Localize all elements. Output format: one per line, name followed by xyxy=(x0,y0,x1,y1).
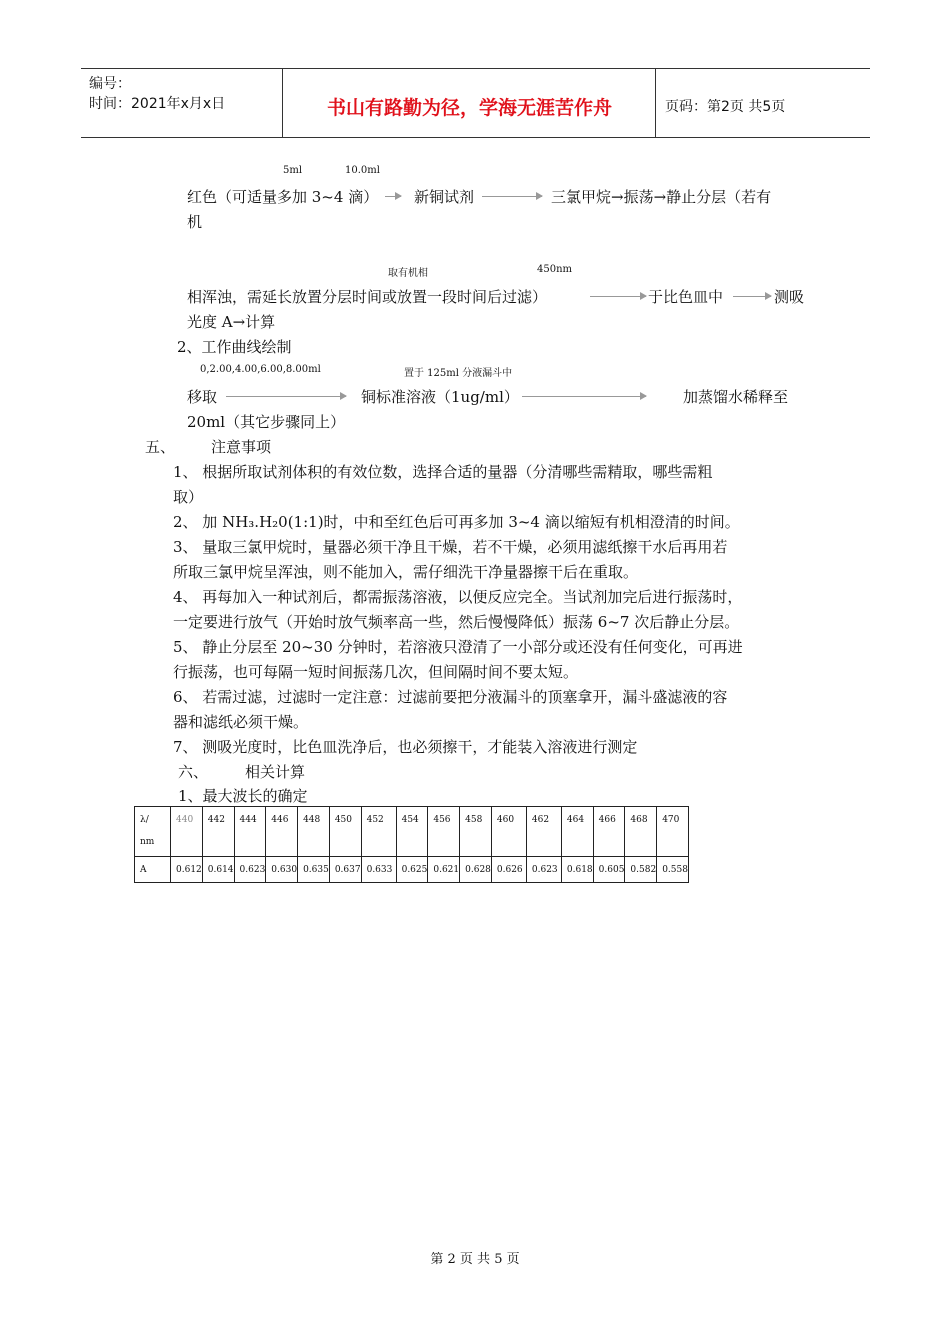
note-item-3-line2: 所取三氯甲烷呈浑浊，则不能加入，需仔细洗干净量器擦干后在重取。 xyxy=(173,563,639,581)
arrow-icon xyxy=(733,296,771,297)
flow2-annotation-2: 450nm xyxy=(537,264,573,275)
table-cell: 454 xyxy=(396,807,428,857)
note-item-4-line2: 一定要进行放气（开始时放气频率高一些，然后慢慢降低）振荡 6~7 次后静止分层。 xyxy=(173,613,740,631)
note-item-1-line2: 取） xyxy=(173,488,204,506)
absorbance-table xyxy=(134,806,689,883)
table-header-cell: A xyxy=(135,857,171,883)
section6-title: 相关计算 xyxy=(245,763,306,781)
flow2-step-c: 测吸 xyxy=(774,288,805,306)
section6-number: 六、 xyxy=(178,763,209,781)
document-number-label: 编号： xyxy=(89,76,131,92)
flow2-step-a: 相浑浊，需延长放置分层时间或放置一段时间后过滤） xyxy=(187,288,548,306)
flow3-annotation-2: 置于 125ml 分液漏斗中 xyxy=(404,368,513,379)
table-cell: 466 xyxy=(593,807,625,857)
table-cell: 0.623 xyxy=(526,857,561,883)
note-item-6-line2: 器和滤纸必须干燥。 xyxy=(173,713,309,731)
flow1-step-c: 三氯甲烷→振荡→静止分层（若有 xyxy=(551,188,772,206)
table-cell: 0.614 xyxy=(202,857,234,883)
section5-number: 五、 xyxy=(145,438,176,456)
table-cell: 0.628 xyxy=(460,857,492,883)
table-cell: 0.635 xyxy=(298,857,330,883)
table-cell: 0.612 xyxy=(171,857,203,883)
table-row-absorbance xyxy=(135,857,689,883)
flow1-annotation-1: 5ml xyxy=(283,165,303,176)
table-cell: 464 xyxy=(561,807,593,857)
section6-subheading: 1、最大波长的确定 xyxy=(178,787,308,805)
note-item-7-line1: 7、 测吸光度时，比色皿洗净后，也必须擦干，才能装入溶液进行测定 xyxy=(173,738,638,756)
arrow-icon xyxy=(385,196,401,197)
wavelength-label: λ/ xyxy=(140,815,149,825)
table-cell: 452 xyxy=(361,807,396,857)
table-cell: 448 xyxy=(298,807,330,857)
note-item-6-line1: 6、 若需过滤，过滤时一定注意：过滤前要把分液漏斗的顶塞拿开，漏斗盛滤液的容 xyxy=(173,688,728,706)
table-cell: 0.618 xyxy=(561,857,593,883)
table-cell: 450 xyxy=(329,807,361,857)
table-cell: 0.625 xyxy=(396,857,428,883)
note-item-4-line1: 4、 再每加入一种试剂后，都需振荡溶液，以便反应完全。当试剂加完后进行振荡时， xyxy=(173,588,743,606)
table-cell: 0.623 xyxy=(234,857,266,883)
flow3-step-d: 20ml（其它步骤同上） xyxy=(187,413,346,431)
flow1-step-b: 新铜试剂 xyxy=(414,188,475,206)
flow2-step-d: 光度 A→计算 xyxy=(187,313,276,331)
header-motto: 书山有路勤为径，学海无涯苦作舟 xyxy=(326,97,612,119)
table-cell: 470 xyxy=(657,807,689,857)
flow2-annotation-1: 取有机相 xyxy=(388,268,428,279)
note-item-2-line1: 2、 加 NH₃.H₂0(1:1)时，中和至红色后可再多加 3~4 滴以缩短有机相澄清的时间。 xyxy=(173,513,740,531)
table-cell: 442 xyxy=(202,807,234,857)
table-cell: 462 xyxy=(526,807,561,857)
arrow-icon xyxy=(590,296,646,297)
table-cell: 460 xyxy=(491,807,526,857)
document-time-label: 时间：2021年x月x日 xyxy=(89,96,226,112)
header-divider xyxy=(655,69,656,137)
note-item-5-line1: 5、 静止分层至 20~30 分钟时，若溶液只澄清了一小部分或还没有任何变化，可再进 xyxy=(173,638,743,656)
table-cell: 0.582 xyxy=(625,857,657,883)
table-row-wavelength xyxy=(135,807,689,857)
header-page-label: 页码：第2页 共5页 xyxy=(665,99,786,115)
page-footer: 第 2 页 共 5 页 xyxy=(430,1252,520,1267)
table-cell: 468 xyxy=(625,807,657,857)
table-cell: 446 xyxy=(266,807,298,857)
table-cell: 0.633 xyxy=(361,857,396,883)
table-cell: 440 xyxy=(171,807,203,857)
flow3-step-b: 铜标准溶液（1ug/ml） xyxy=(361,388,519,406)
curve-heading: 2、工作曲线绘制 xyxy=(177,338,292,356)
arrow-icon xyxy=(522,396,646,397)
table-cell: 0.621 xyxy=(428,857,460,883)
flow3-step-c: 加蒸馏水稀释至 xyxy=(683,388,789,406)
section5-title: 注意事项 xyxy=(211,438,272,456)
table-cell: 0.626 xyxy=(491,857,526,883)
page-header xyxy=(81,68,870,138)
table-cell: 458 xyxy=(460,807,492,857)
flow1-annotation-2: 10.0ml xyxy=(345,165,380,176)
flow1-step-d: 机 xyxy=(187,213,203,231)
arrow-icon xyxy=(226,396,346,397)
table-cell: 0.558 xyxy=(657,857,689,883)
note-item-5-line2: 行振荡，也可每隔一短时间振荡几次，但间隔时间不要太短。 xyxy=(173,663,579,681)
note-item-1-line1: 1、 根据所取试剂体积的有效位数，选择合适的量器（分清哪些需精取，哪些需粗 xyxy=(173,463,713,481)
note-item-3-line1: 3、 量取三氯甲烷时，量器必须干净且干燥，若不干燥，必须用滤纸擦干水后再用若 xyxy=(173,538,728,556)
table-cell: 0.605 xyxy=(593,857,625,883)
arrow-icon xyxy=(482,196,542,197)
flow1-step-a: 红色（可适量多加 3~4 滴） xyxy=(187,188,379,206)
table-cell: 444 xyxy=(234,807,266,857)
flow3-step-a: 移取 xyxy=(187,388,218,406)
flow3-annotation-1: 0,2.00,4.00,6.00,8.00ml xyxy=(200,364,321,375)
wavelength-unit: nm xyxy=(140,837,155,847)
table-cell: 456 xyxy=(428,807,460,857)
table-cell: 0.637 xyxy=(329,857,361,883)
table-header-cell xyxy=(135,807,171,857)
flow2-step-b: 于比色皿中 xyxy=(648,288,724,306)
table-cell: 0.630 xyxy=(266,857,298,883)
